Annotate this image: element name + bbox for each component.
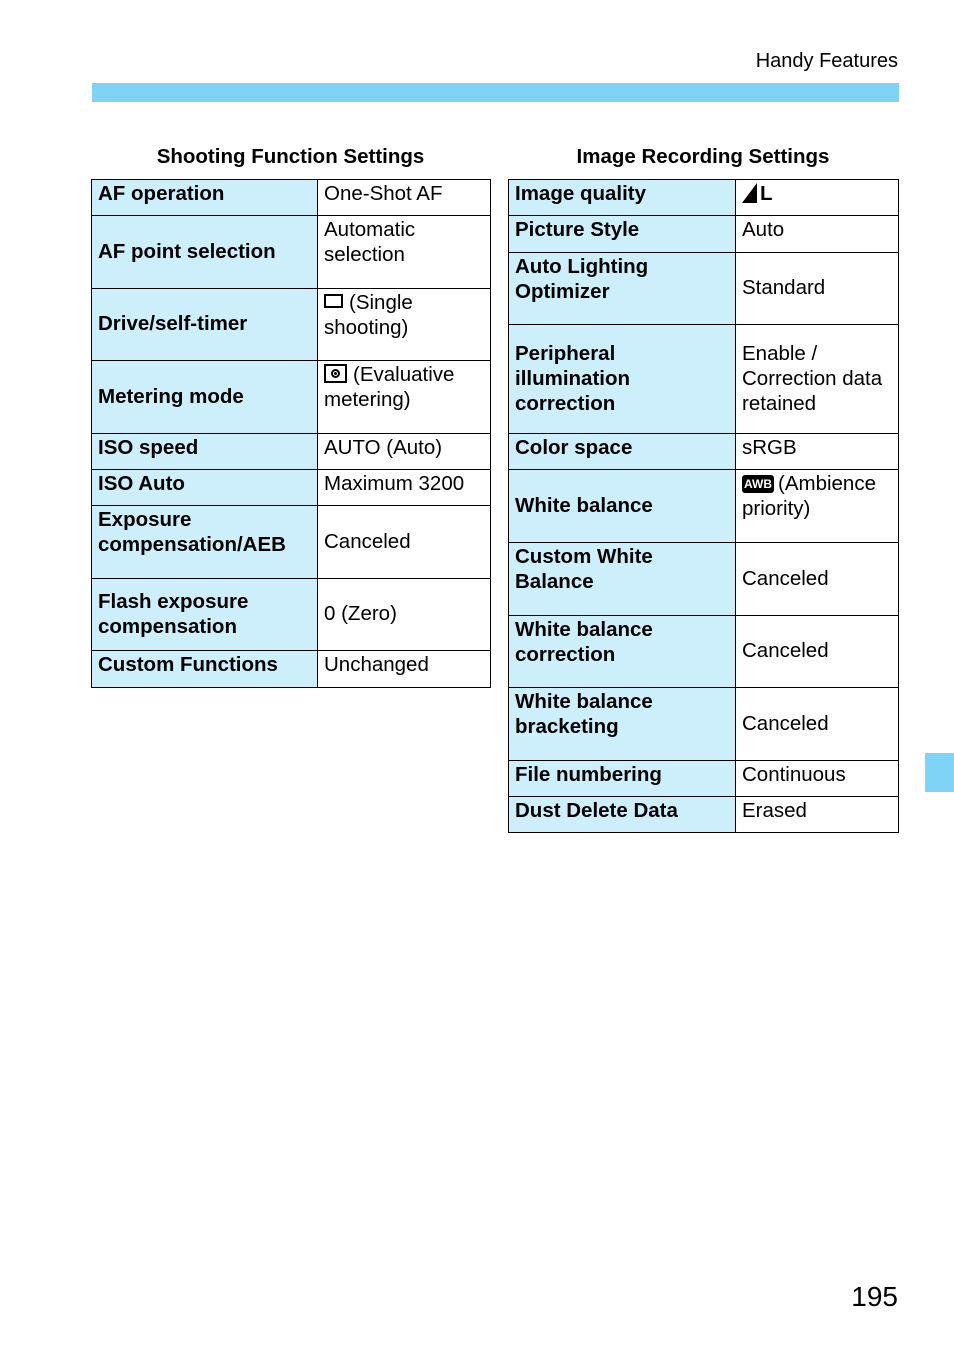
table-row (509, 616, 899, 688)
setting-label: Exposure compensation/AEB (92, 506, 318, 579)
setting-label: Picture Style (509, 216, 736, 253)
table-row (92, 216, 491, 289)
setting-label: Peripheral illumination correction (509, 325, 736, 434)
table-row (509, 180, 899, 216)
setting-label: ISO Auto (92, 470, 318, 506)
setting-value: (Evaluative metering) (324, 363, 455, 411)
setting-label: File numbering (509, 761, 736, 797)
setting-label: AF point selection (92, 216, 318, 289)
page-number: 195 (851, 1281, 898, 1312)
table-row (509, 470, 899, 543)
shooting-settings-title: Shooting Function Settings (156, 145, 425, 168)
setting-value: Canceled (318, 506, 491, 579)
recording-settings-title: Image Recording Settings (576, 145, 830, 168)
setting-label: ISO speed (92, 434, 318, 470)
setting-label: Color space (509, 434, 736, 470)
accent-bar (92, 83, 899, 102)
setting-label: White balance bracketing (509, 688, 736, 761)
setting-label: Auto Lighting Optimizer (509, 253, 736, 325)
setting-value: Erased (736, 797, 899, 833)
setting-label: AF operation (92, 180, 318, 216)
setting-value: Unchanged (318, 651, 491, 688)
setting-label: Custom Functions (92, 651, 318, 688)
table-row (509, 688, 899, 761)
section-label: Handy Features (755, 50, 898, 72)
setting-label: Drive/self-timer (92, 289, 318, 361)
setting-label: White balance (509, 470, 736, 543)
setting-label: White balance correction (509, 616, 736, 688)
table-row (92, 289, 491, 361)
table-row (509, 543, 899, 616)
table-row (92, 434, 491, 470)
table-row (92, 180, 491, 216)
single-shooting-icon (324, 294, 343, 308)
evaluative-metering-icon (324, 364, 347, 383)
setting-label: Metering mode (92, 361, 318, 434)
fine-quality-icon (742, 183, 757, 203)
table-row (92, 506, 491, 579)
recording-settings-table (508, 179, 899, 833)
table-row (92, 579, 491, 651)
setting-value-cell (736, 180, 899, 216)
table-row (509, 797, 899, 833)
table-row (509, 434, 899, 470)
setting-value-cell (318, 289, 491, 361)
setting-value: Canceled (736, 688, 899, 761)
setting-value: Maximum 3200 (318, 470, 491, 506)
setting-value: (Ambience priority) (742, 472, 876, 520)
setting-label: Flash exposure compensation (92, 579, 318, 651)
setting-value: Automatic selection (318, 216, 491, 289)
shooting-settings-table (91, 179, 491, 688)
setting-value: (Single shooting) (324, 291, 413, 339)
table-row (509, 216, 899, 253)
setting-value: sRGB (736, 434, 899, 470)
setting-value: Canceled (736, 543, 899, 616)
setting-label: Dust Delete Data (509, 797, 736, 833)
setting-value-cell (318, 361, 491, 434)
setting-value: One-Shot AF (318, 180, 491, 216)
setting-value: Enable / Correction data retained (736, 325, 899, 434)
table-row (509, 325, 899, 434)
table-row (509, 761, 899, 797)
setting-value: AUTO (Auto) (318, 434, 491, 470)
setting-value: Standard (736, 253, 899, 325)
setting-value: Auto (736, 216, 899, 253)
chapter-tab (925, 753, 954, 792)
setting-label: Image quality (509, 180, 736, 216)
table-row (92, 470, 491, 506)
table-row (509, 253, 899, 325)
setting-value: Continuous (736, 761, 899, 797)
setting-value-cell (736, 470, 899, 543)
setting-label: Custom White Balance (509, 543, 736, 616)
table-row (92, 651, 491, 688)
setting-value: L (760, 182, 773, 205)
setting-value: Canceled (736, 616, 899, 688)
white-balance-auto-icon: AWB (744, 477, 772, 491)
setting-value: 0 (Zero) (318, 579, 491, 651)
table-row (92, 361, 491, 434)
